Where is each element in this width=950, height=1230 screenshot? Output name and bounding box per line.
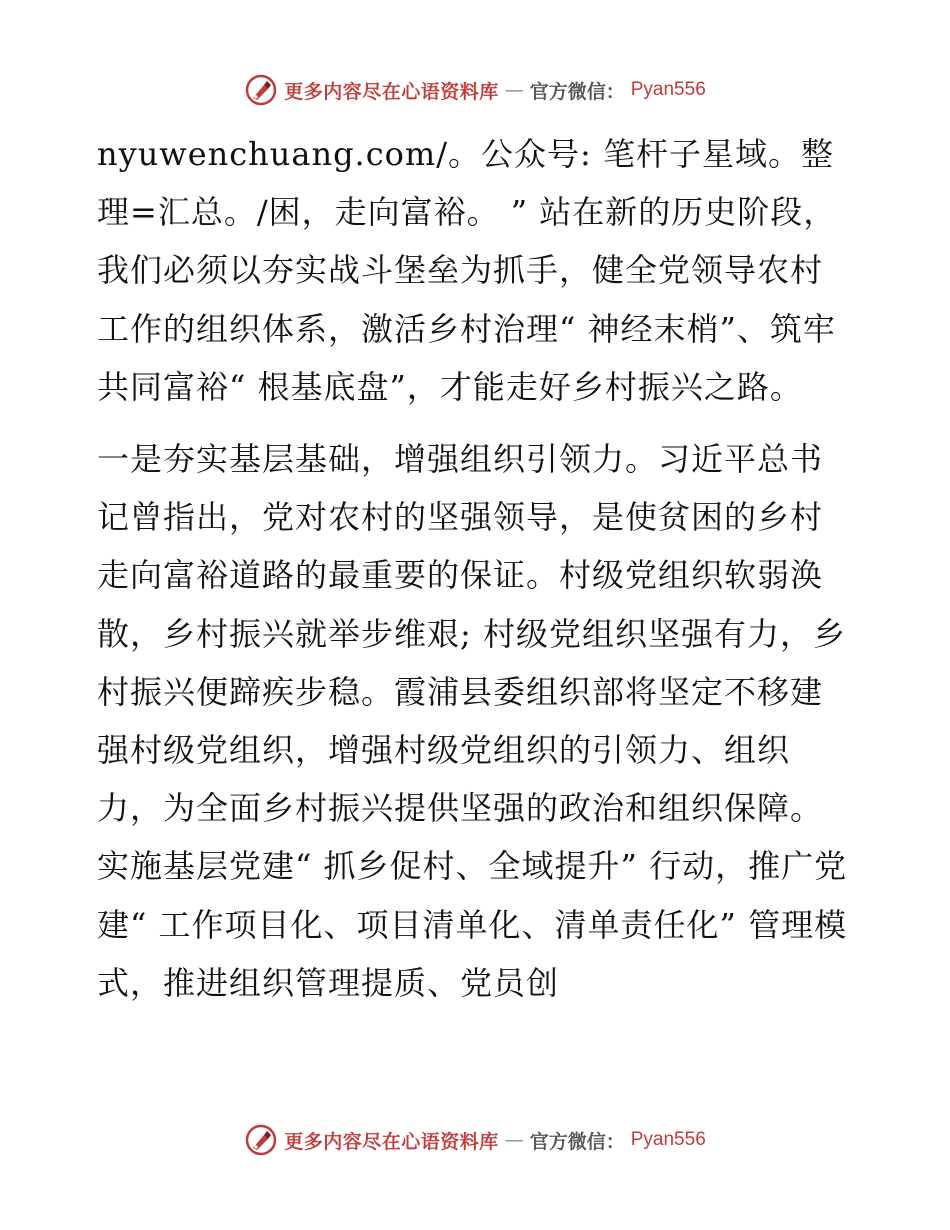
watermark-official-label: 官方微信：	[529, 80, 625, 103]
paragraph-1: nyuwenchuang.com/。公众号: 笔杆子星域。整理=汇总。/困，走向富裕。 ” 站在新的历史阶段，我们必须以夯实战斗堡垒为抓手，健全党领导农村工作的组织体系，激活乡村治理“ 神经末梢”、筑牢共同富裕“ 根基底盘”，才能走好乡村振兴之路。	[97, 135, 837, 406]
pen-nib-logo-icon	[244, 73, 278, 107]
watermark-brand-text: 更多内容尽在心语资料库	[284, 80, 499, 103]
watermark-wechat-id: Pyan556	[630, 1129, 706, 1150]
watermark-brand-text: 更多内容尽在心语资料库	[284, 1130, 499, 1153]
watermark-official-label: 官方微信：	[529, 1130, 625, 1153]
header-watermark	[0, 70, 950, 110]
paragraph-2: 一是夯实基层基础，增强组织引领力。习近平总书记曾指出，党对农村的坚强领导，是使贫困的乡村走向富裕道路的最重要的保证。村级党组织软弱涣散，乡村振兴就举步维艰; 村级党组织坚强有力，乡村振兴便蹄疾步稳。霞浦县委组织部将坚定不移建强村级党组织，增强村级党组织的引领力、组织力，为全面乡村振兴提供坚强的政治和组织保障。实施基层党建“ 抓乡促村、全域提升” 行动，推广党建“ 工作项目化、项目清单化、清单责任化” 管理模式，推进组织管理提质、党员创	[97, 440, 848, 1002]
pen-nib-logo-icon	[244, 1123, 278, 1157]
watermark-wechat-id: Pyan556	[630, 79, 706, 100]
footer-watermark	[0, 1120, 950, 1160]
watermark-separator: —	[504, 1129, 524, 1151]
document-body	[97, 125, 853, 1012]
watermark-separator: —	[504, 79, 524, 101]
